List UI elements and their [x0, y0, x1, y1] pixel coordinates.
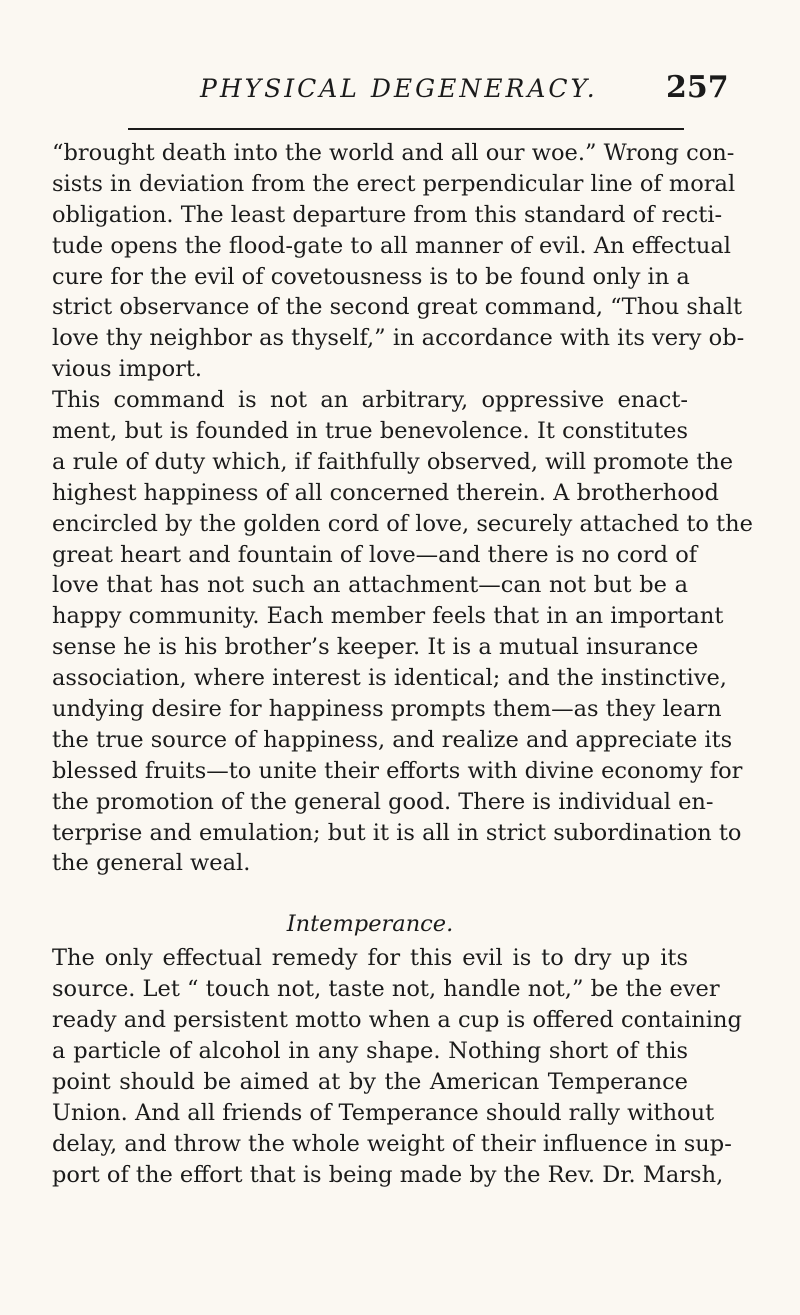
text-line: cure for the evil of covetousness is to be found only in a [52, 263, 690, 290]
header-rule [128, 128, 684, 130]
text-line: great heart and fountain of love—and there is no cord of [52, 541, 698, 568]
text-line: obligation. The least departure from this standard of recti- [52, 201, 723, 228]
text-line: point should be aimed at by the American Temperance [52, 1068, 688, 1095]
text-line: encircled by the golden cord of love, securely attached to the [52, 510, 753, 537]
text-line: highest happiness of all concerned therein. A brotherhood [52, 479, 719, 506]
text-line: love that has not such an attachment—can not but be a [52, 572, 688, 599]
text-line: the promotion of the general good. There is individual en- [52, 788, 714, 815]
text-line: delay, and throw the whole weight of their influence in sup- [52, 1130, 732, 1157]
paragraph-1 [52, 138, 745, 385]
paragraph-2 [52, 385, 753, 879]
running-head [0, 68, 800, 108]
text-line: happy community. Each member feels that in an important [52, 603, 724, 630]
text-line: ment, but is founded in true benevolence. It constitutes [52, 418, 688, 445]
text-line: love thy neighbor as thyself,” in accordance with its very ob- [52, 325, 745, 352]
text-line: the general weal. [52, 850, 251, 877]
text-line: undying desire for happiness prompts them—as they learn [52, 696, 722, 723]
text-line: The only effectual remedy for this evil is to dry up its [52, 945, 688, 972]
text-line: vious import. [52, 356, 203, 383]
text-line: tude opens the flood-gate to all manner of evil. An effectual [52, 232, 731, 259]
running-title: PHYSICAL DEGENERACY. [200, 74, 598, 103]
text-line: terprise and emulation; but it is all in strict subordination to [52, 819, 742, 846]
text-line: association, where interest is identical; and the instinctive, [52, 665, 727, 692]
text-line: a particle of alcohol in any shape. Nothing short of this [52, 1038, 688, 1065]
text-line: a rule of duty which, if faithfully observed, will promote the [52, 448, 734, 475]
text-line: strict observance of the second great command, “Thou shalt [52, 294, 743, 321]
text-line: port of the effort that is being made by the Rev. Dr. Marsh, [52, 1161, 724, 1188]
text-line: Union. And all friends of Temperance should rally without [52, 1099, 715, 1126]
section-heading: Intemperance. [286, 911, 454, 938]
text-line: the true source of happiness, and realize and appreciate its [52, 726, 733, 753]
text-line: sists in deviation from the erect perpendicular line of moral [52, 170, 736, 197]
text-line: “brought death into the world and all our woe.” Wrong con- [52, 140, 735, 166]
page-number: 257 [666, 70, 729, 105]
paragraph-3 [52, 943, 742, 1190]
text-line: sense he is his brother’s keeper. It is a mutual insurance [52, 634, 699, 661]
text-line: ready and persistent motto when a cup is offered containing [52, 1007, 742, 1034]
text-line: This command is not an arbitrary, oppressive enact- [52, 387, 688, 414]
text-line: source. Let “ touch not, taste not, handle not,” be the ever [52, 976, 720, 1003]
text-line: blessed fruits—to unite their efforts with divine economy for [52, 757, 743, 784]
body-text [52, 138, 753, 1191]
